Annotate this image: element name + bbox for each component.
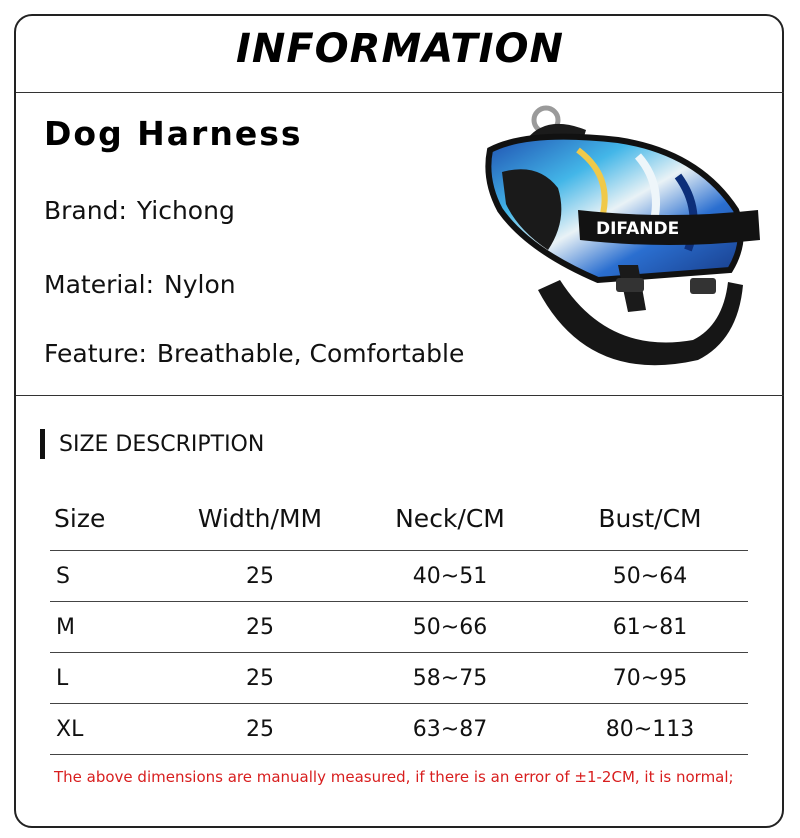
table-row bbox=[50, 652, 748, 703]
cell-width: 25 bbox=[246, 564, 274, 589]
cell-size: L bbox=[56, 666, 69, 691]
cell-size: S bbox=[56, 564, 70, 589]
heading-accent-bar bbox=[40, 429, 45, 459]
spec-brand-value: Yichong bbox=[136, 196, 235, 225]
column-header-neck: Neck/CM bbox=[395, 504, 505, 533]
column-header-size: Size bbox=[54, 504, 106, 533]
size-table bbox=[50, 496, 748, 755]
spec-brand bbox=[44, 196, 235, 225]
table-row bbox=[50, 601, 748, 652]
cell-width: 25 bbox=[246, 615, 274, 640]
size-section-title: SIZE DESCRIPTION bbox=[59, 431, 265, 457]
cell-neck: 58~75 bbox=[412, 666, 488, 691]
spec-material-value: Nylon bbox=[164, 270, 236, 299]
divider-middle bbox=[16, 395, 784, 396]
divider-top bbox=[16, 92, 784, 93]
table-row bbox=[50, 550, 748, 601]
cell-width: 25 bbox=[246, 666, 274, 691]
spec-feature-value: Breathable, Comfortable bbox=[156, 339, 465, 368]
cell-bust: 80~113 bbox=[605, 717, 695, 742]
cell-neck: 50~66 bbox=[412, 615, 488, 640]
harness-brand-text: DIFANDE bbox=[596, 219, 680, 239]
product-title: Dog Harness bbox=[44, 114, 303, 153]
spec-material bbox=[44, 270, 236, 299]
cell-bust: 50~64 bbox=[612, 564, 688, 589]
size-section-heading bbox=[40, 429, 264, 459]
table-header-row bbox=[50, 496, 748, 550]
cell-bust: 70~95 bbox=[612, 666, 688, 691]
column-header-width: Width/MM bbox=[197, 504, 323, 533]
column-header-bust: Bust/CM bbox=[598, 504, 702, 533]
spec-material-label: Material: bbox=[44, 270, 154, 299]
cell-bust: 61~81 bbox=[612, 615, 688, 640]
spec-feature-label: Feature: bbox=[44, 339, 147, 368]
spec-brand-label: Brand: bbox=[44, 196, 127, 225]
cell-neck: 63~87 bbox=[412, 717, 488, 742]
measurement-note: The above dimensions are manually measured, if there is an error of ±1-2CM, it is normal; bbox=[54, 768, 734, 786]
cell-size: XL bbox=[56, 717, 84, 742]
cell-size: M bbox=[56, 615, 75, 640]
page-title: INFORMATION bbox=[235, 26, 565, 72]
spec-feature bbox=[44, 339, 464, 368]
cell-width: 25 bbox=[246, 717, 274, 742]
dog-harness-image bbox=[468, 100, 778, 385]
table-row bbox=[50, 703, 748, 755]
cell-neck: 40~51 bbox=[412, 564, 488, 589]
